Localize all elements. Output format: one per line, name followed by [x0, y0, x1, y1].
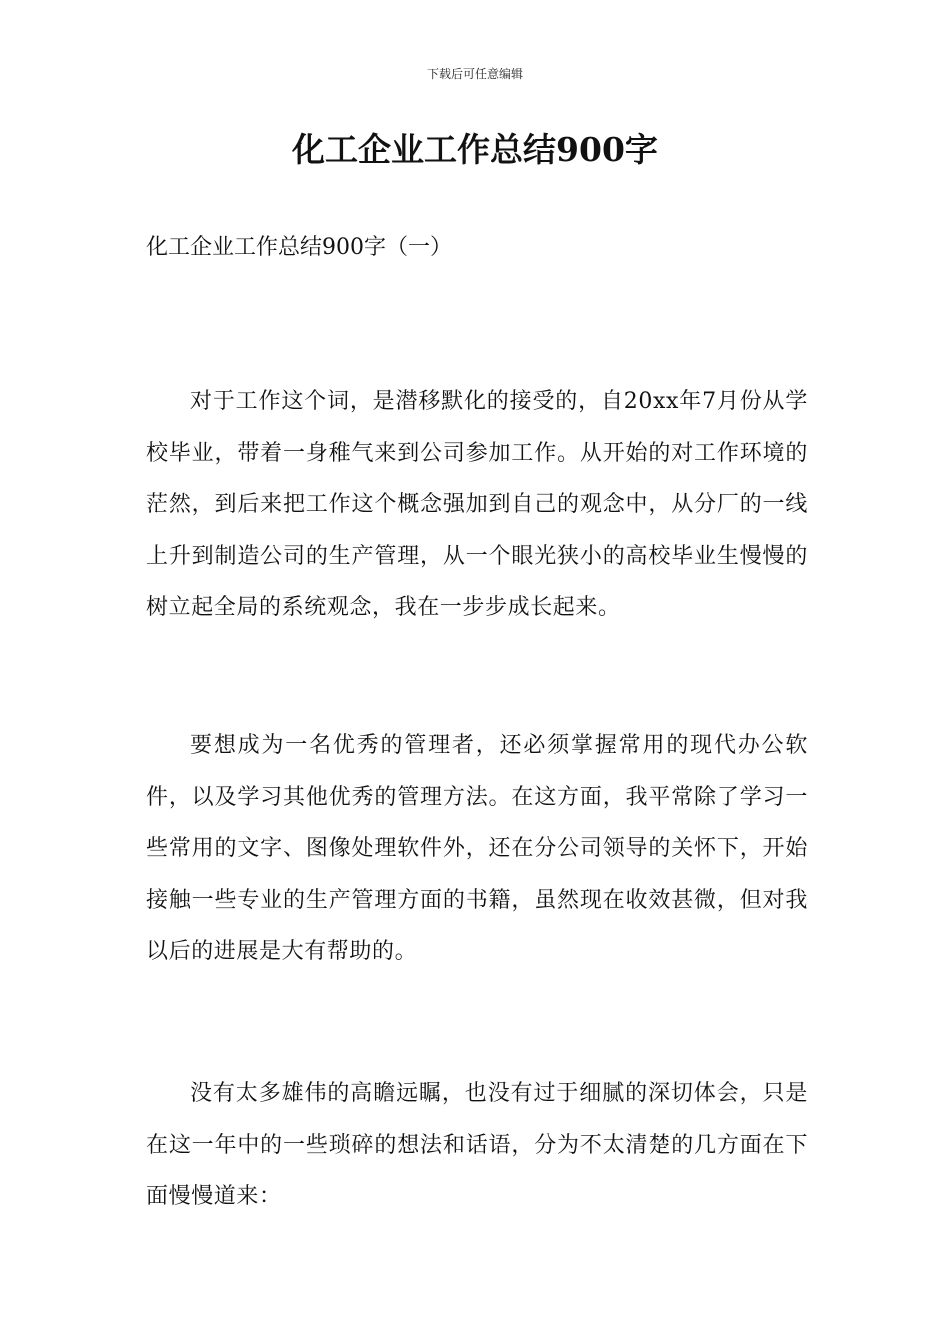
- section-subtitle: 化工企业工作总结900字（一）: [146, 235, 452, 260]
- header-note: 下载后可任意编辑: [426, 67, 523, 81]
- body-paragraph-1: 对于工作这个词，是潜移默化的接受的，自20xx年7月份从学校毕业，带着一身稚气来到公司参加工作。从开始的对工作环境的茫然，到后来把工作这个概念强加到自己的观念中，从分厂的一线上升到制造公司的生产管理，从一个眼光狭小的高校毕业生慢慢的树立起全局的系统观念，我在一步步成长起来。: [146, 389, 808, 620]
- document-title: 化工企业工作总结900字: [292, 130, 658, 169]
- body-paragraph-2: 要想成为一名优秀的管理者，还必须掌握常用的现代办公软件，以及学习其他优秀的管理方法。在这方面，我平常除了学习一些常用的文字、图像处理软件外，还在分公司领导的关怀下，开始接触一些专业的生产管理方面的书籍，虽然现在收效甚微，但对我以后的进展是大有帮助的。: [146, 733, 808, 964]
- body-paragraph-3: 没有太多雄伟的高瞻远瞩，也没有过于细腻的深切体会，只是在这一年中的一些琐碎的想法和话语，分为不太清楚的几方面在下面慢慢道来：: [146, 1081, 808, 1209]
